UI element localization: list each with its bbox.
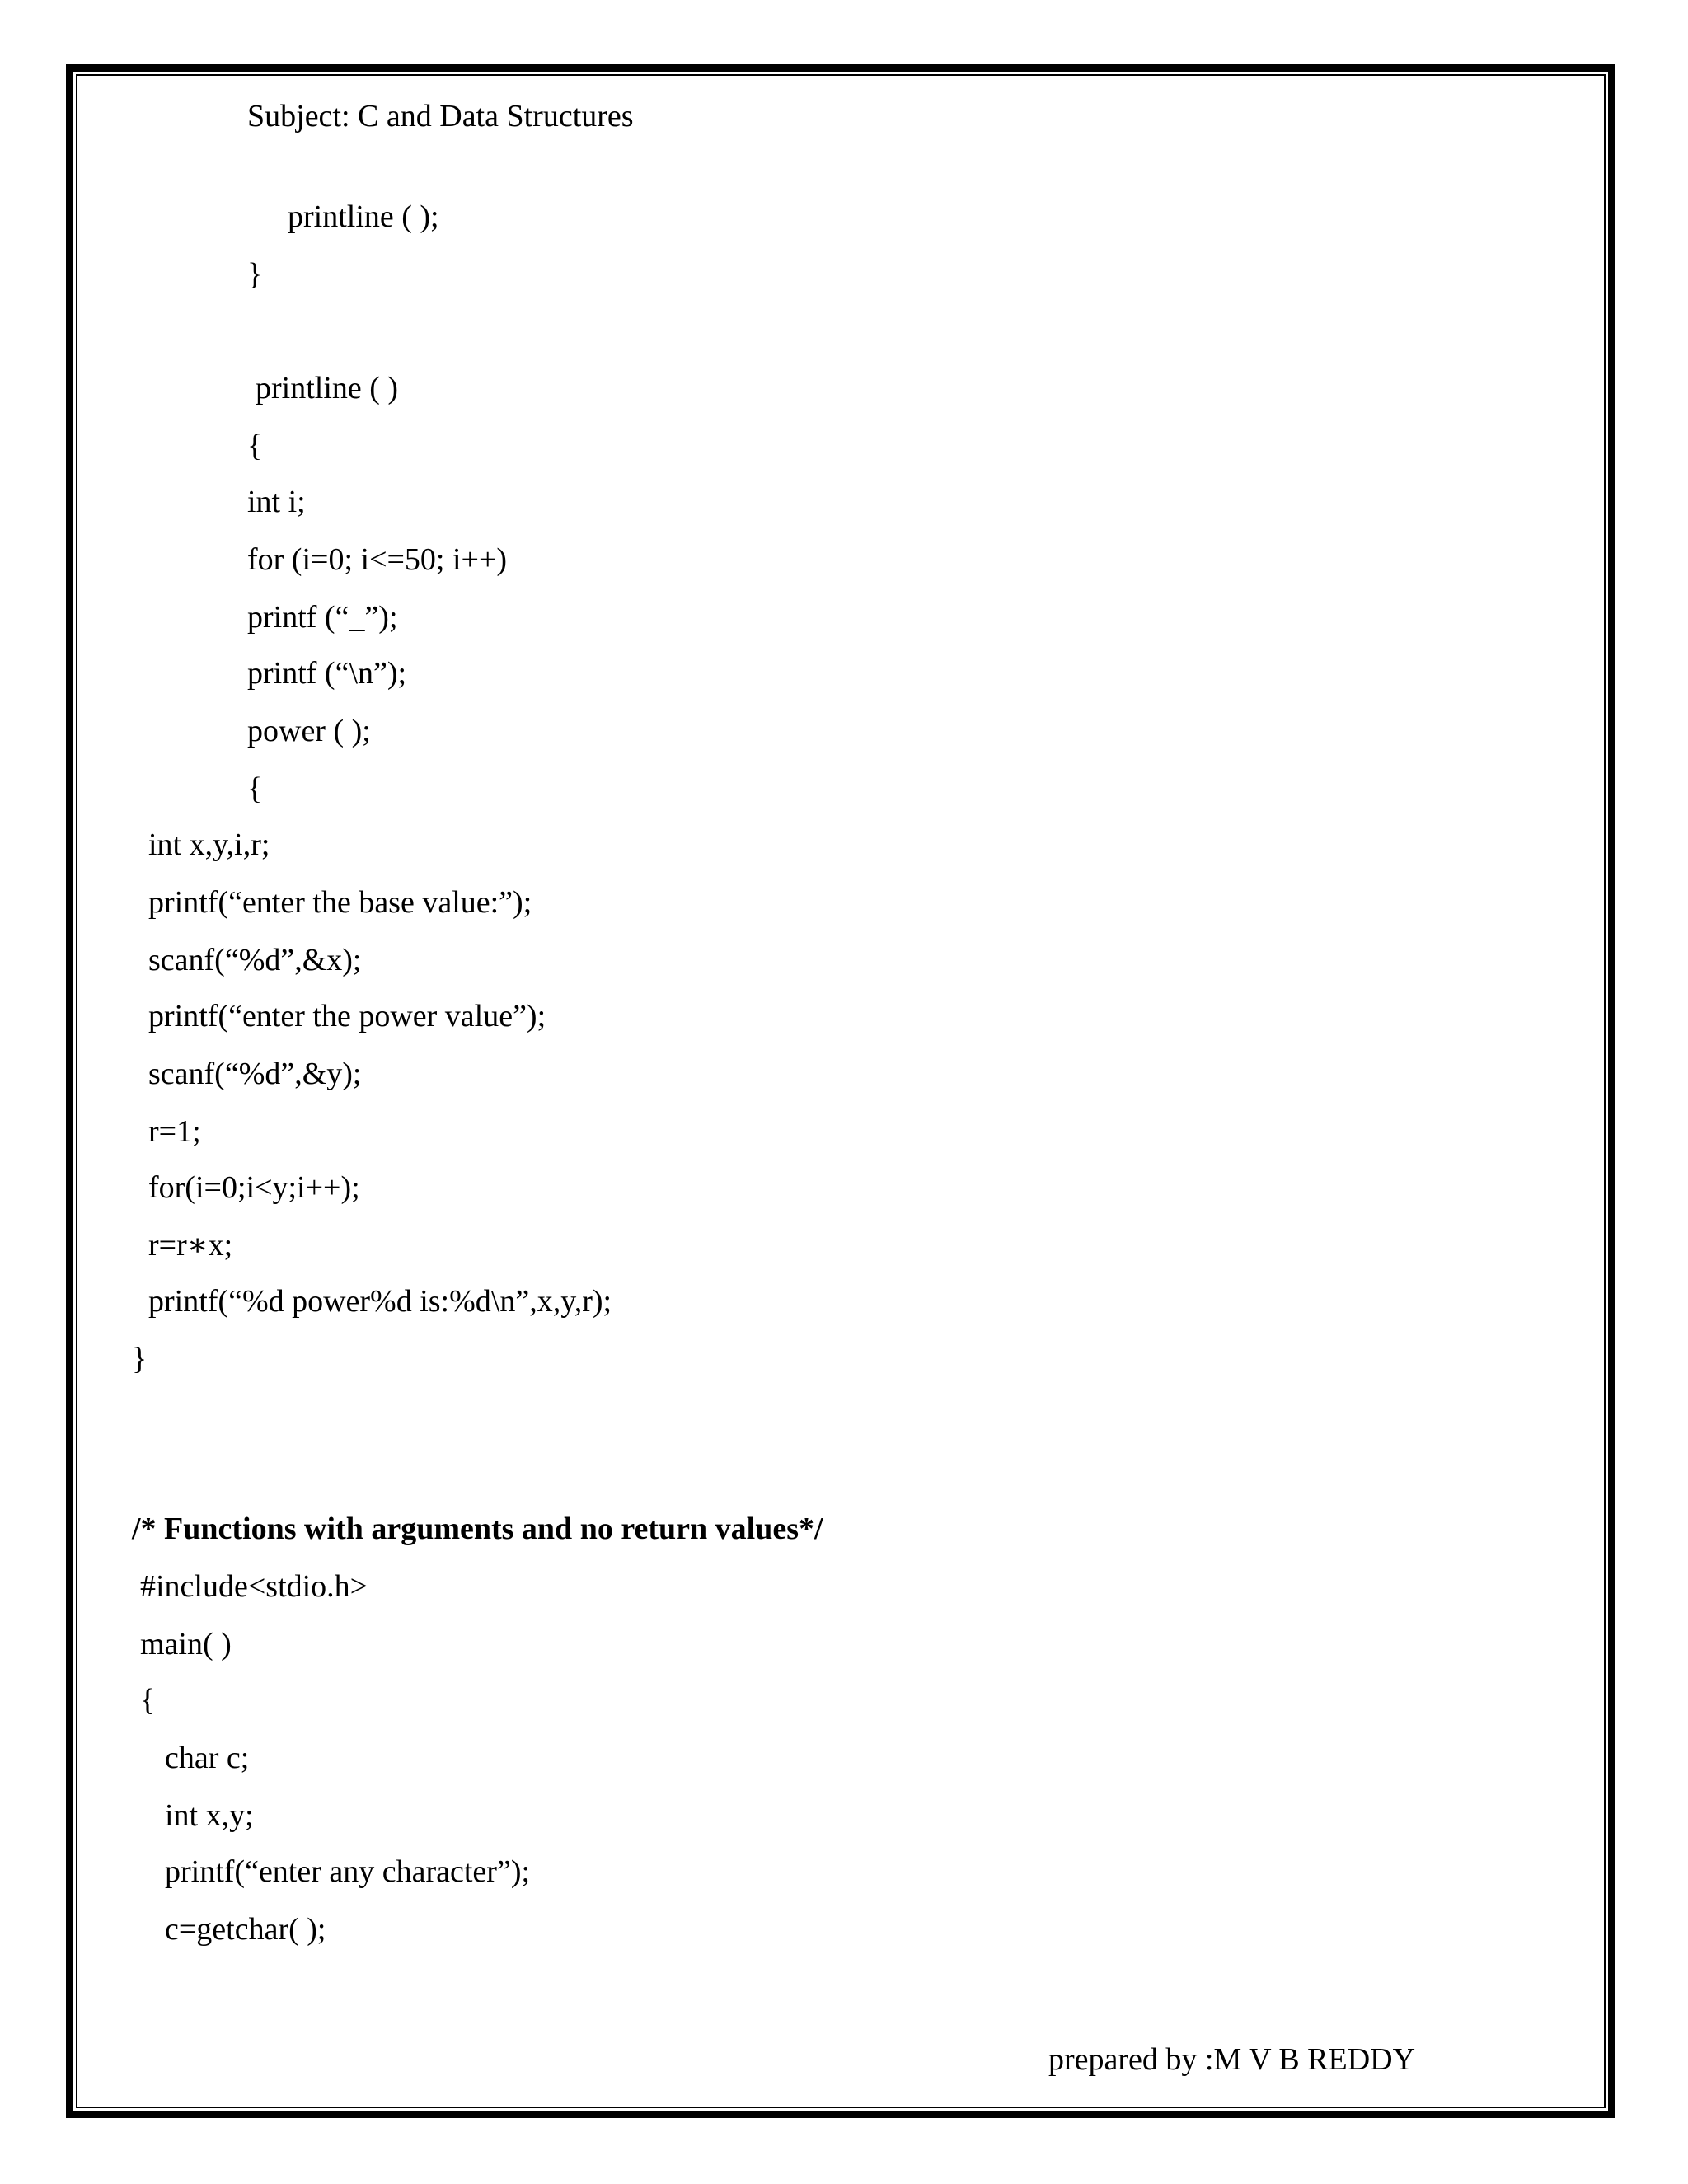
- code-line: printline ( );: [288, 199, 439, 234]
- code-line: printline ( ): [256, 371, 399, 405]
- code-line: {: [247, 771, 263, 806]
- code-line: scanf(“%d”,&x);: [148, 943, 362, 977]
- code-line: int x,y,i,r;: [148, 827, 270, 862]
- code-line: printf (“\n”);: [247, 656, 407, 691]
- code-line: }: [247, 257, 263, 292]
- code-line: printf(“enter the base value:”);: [148, 885, 532, 920]
- code-line: int i;: [247, 485, 306, 519]
- subject-header: Subject: C and Data Structures: [247, 99, 634, 134]
- code-line: printf(“%d power%d is:%d\n”,x,y,r);: [148, 1284, 612, 1319]
- code-line: int x,y;: [165, 1798, 254, 1833]
- code-line: power ( );: [247, 714, 371, 748]
- code-line: scanf(“%d”,&y);: [148, 1057, 362, 1091]
- code-line: main( ): [140, 1627, 232, 1661]
- code-line: char c;: [165, 1741, 250, 1775]
- code-line: printf(“enter the power value”);: [148, 999, 546, 1033]
- code-line: c=getchar( );: [165, 1912, 326, 1947]
- code-line: }: [132, 1342, 148, 1376]
- code-line: for (i=0; i<=50; i++): [247, 542, 508, 577]
- code-line: r=1;: [148, 1114, 201, 1149]
- code-line: {: [247, 429, 263, 463]
- code-line: #include<stdio.h>: [140, 1569, 368, 1604]
- code-line: printf (“_”);: [247, 600, 398, 635]
- code-line: r=r∗x;: [148, 1228, 233, 1263]
- code-line: {: [140, 1683, 156, 1718]
- section-heading: /* Functions with arguments and no return values*/: [132, 1511, 823, 1546]
- code-line: for(i=0;i<y;i++);: [148, 1170, 360, 1205]
- prepared-by-footer: prepared by :M V B REDDY: [1048, 2042, 1416, 2077]
- code-line: printf(“enter any character”);: [165, 1854, 531, 1889]
